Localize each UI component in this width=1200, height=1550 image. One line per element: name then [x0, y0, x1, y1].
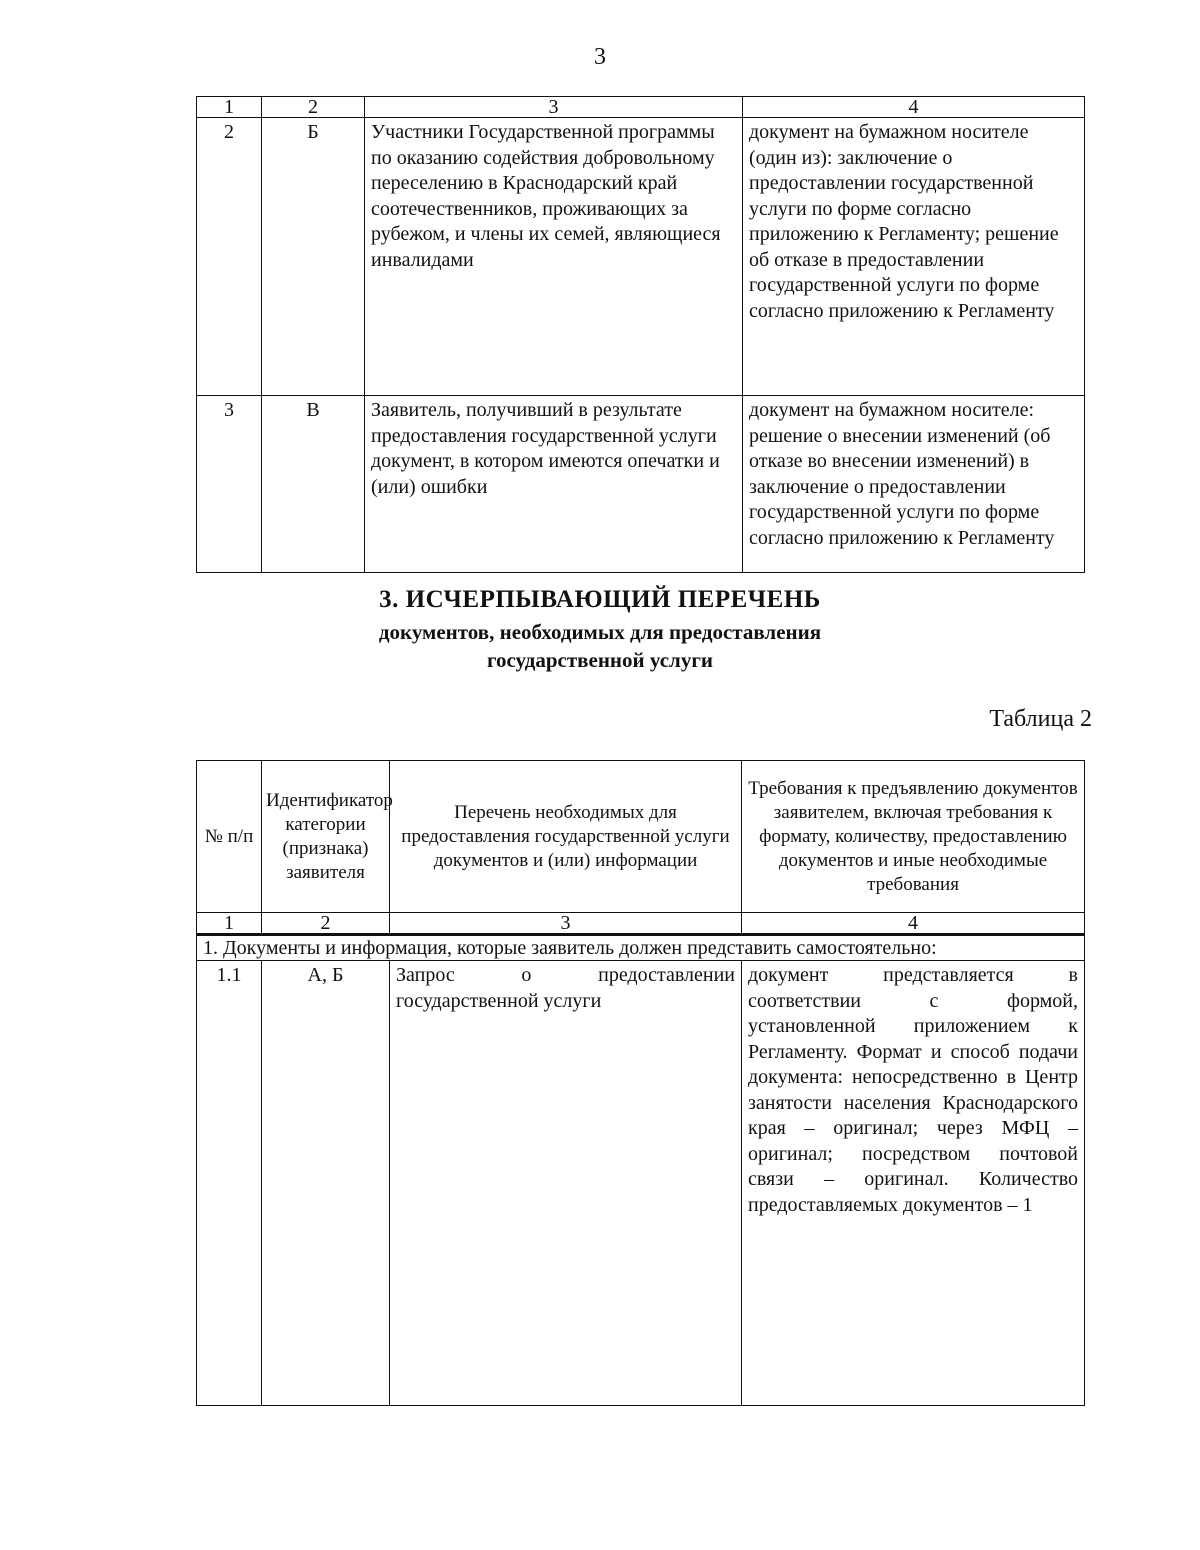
section-row: [197, 935, 1085, 961]
category-cell: Участники Государственной программы по оказанию содействия добровольному переселению в Краснодарский край соотечественников, проживающих за рубежом, и члены их семей, являющиеся инвалидами: [365, 118, 743, 396]
section-subtitle-line2: государственной услуги: [487, 648, 713, 672]
header-identifier: Идентификатор категории (признака) заявителя: [262, 761, 390, 913]
col-number-cell: 1: [197, 97, 262, 118]
col-number-cell: 4: [742, 913, 1085, 935]
requirements-cell: документ представляется в соответствии с формой, установленной приложением к Регламенту. Формат и способ подачи документа: непосредственно в Центр занятости населения Краснодарского края – оригинал; через МФЦ – оригинал; посредством почтовой связи – оригинал. Количество предоставляемых документов – 1: [742, 961, 1085, 1406]
identifier-cell: А, Б: [262, 961, 390, 1406]
header-number: № п/п: [197, 761, 262, 913]
section-subtitle-line1: документов, необходимых для предоставления: [378, 620, 822, 644]
category-cell: Заявитель, получивший в результате предоставления государственной услуги документ, в котором имеются опечатки и (или) ошибки: [365, 396, 743, 573]
document-cell: Запрос о предоставлении государственной услуги: [390, 961, 742, 1406]
documents-table: [196, 760, 1085, 1406]
applicant-results-table: [196, 96, 1085, 573]
table-row: [197, 396, 1085, 573]
table-row: [197, 118, 1085, 396]
identifier-cell: Б: [262, 118, 365, 396]
col-number-cell: 2: [262, 913, 390, 935]
identifier-cell: В: [262, 396, 365, 573]
col-number-cell: 4: [743, 97, 1085, 118]
table-row: [197, 961, 1085, 1406]
result-cell: документ на бумажном носителе (один из): заключение о предоставлении государственной услуги по форме согласно приложению к Регламенту; решение об отказе в предоставлении государственной услуги по форме согласно приложению к Регламенту: [743, 118, 1085, 396]
row-number-cell: 1.1: [197, 961, 262, 1406]
row-number-cell: 2: [197, 118, 262, 396]
table-header-row: [197, 761, 1085, 913]
col-number-cell: 1: [197, 913, 262, 935]
section-title: 3. ИСЧЕРПЫВАЮЩИЙ ПЕРЕЧЕНЬ: [379, 586, 821, 613]
page-number: 3: [594, 44, 606, 70]
table-label: Таблица 2: [989, 706, 1092, 732]
table-header-row: [197, 97, 1085, 118]
row-number-cell: 3: [197, 396, 262, 573]
col-number-cell: 2: [262, 97, 365, 118]
col-number-cell: 3: [365, 97, 743, 118]
header-requirements: Требования к предъявлению документов заявителем, включая требования к формату, количеству, предоставлению документов и иные необходимые требования: [742, 761, 1085, 913]
result-cell: документ на бумажном носителе: решение о внесении изменений (об отказе во внесении изменений) в заключение о предоставлении государственной услуги по форме согласно приложению к Регламенту: [743, 396, 1085, 573]
col-number-cell: 3: [390, 913, 742, 935]
section-row-text: 1. Документы и информация, которые заявитель должен представить самостоятельно:: [197, 935, 1085, 961]
header-document-list: Перечень необходимых для предоставления государственной услуги документов и (или) информации: [390, 761, 742, 913]
column-number-row: [197, 913, 1085, 935]
